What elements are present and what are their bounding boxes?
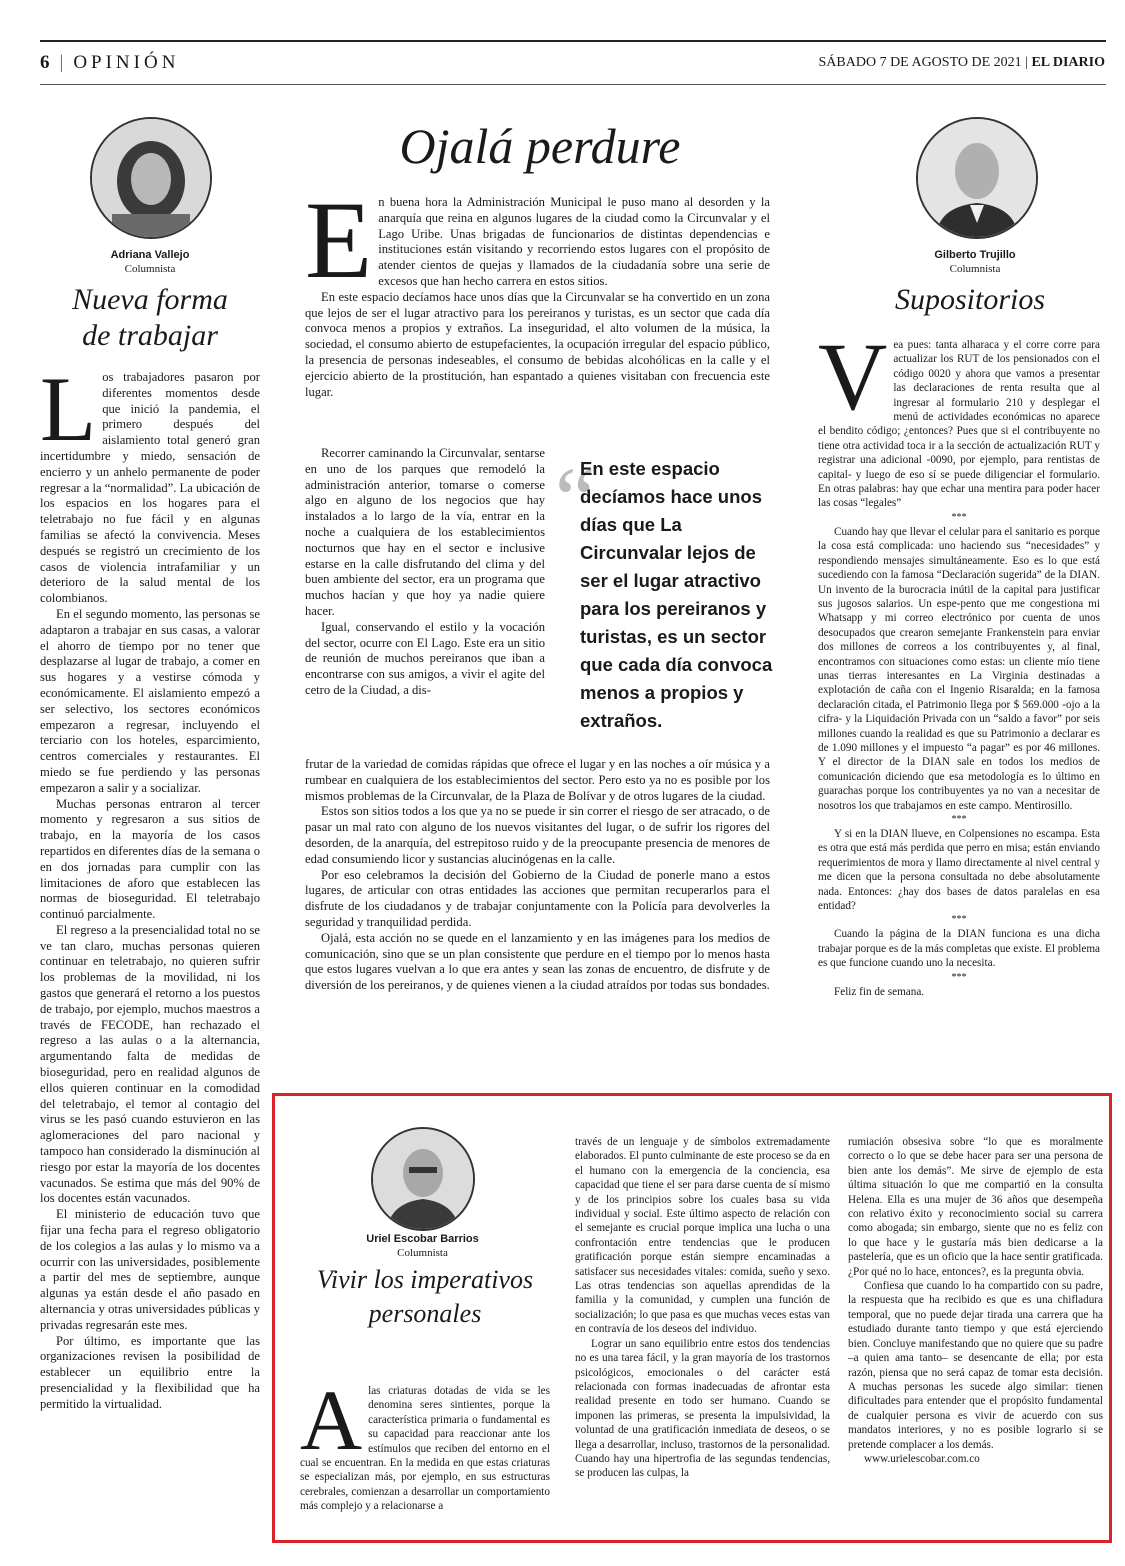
paragraph: Igual, conservando el estilo y la vocación del sector, ocurre con El Lago. Este era un sitio de reunión de muchos pereiranos que iban a encontrarse con sus amigos, a vivir el agite del cetro de la Ciudad, a dis-: [305, 619, 545, 697]
paragraph: Recorrer caminando la Circunvalar, sentarse en uno de los parques que remodeló la administración anterior, tomarse o comerse algo en alguno de los negocios que hay instalados a lo largo de la vía, entrar en la noche a cualquiera de los establecimientos nocturnos que hay en el sector e inclusive estarse en la calle disfrutando del clima y del buen ambiente del sector, era un programa que muchos hacían y que hoy ya nadie quiere hacer.: [305, 446, 545, 618]
paper-name: EL DIARIO: [1031, 55, 1105, 70]
paragraph: El ministerio de educación tuvo que fijar una fecha para el regreso obligatorio de los colegios a las aulas y lo mismo va a ocurrir con las universidades, posiblemente a partir del mes de septiembre, aunque algunas ya están desde el año pasado en alternancia y otras universidades públicas y privadas regresarán este mes.: [40, 1207, 260, 1332]
separator: ***: [951, 914, 967, 926]
pull-quote: En este espacio decíamos hace unos días que La Circunvalar lejos de ser el lugar atractivo para los pereiranos y turistas, es un sector que cada día convoca menos a propios y extraños.: [580, 458, 773, 731]
paragraph: n buena hora la Administración Municipal le puso mano al desorden y la anarquía que reina en algunos lugares de la ciudad como la Circunvalar y el Lago Uribe. Unas brigadas de funcionarios de distintas dependencias e instituciones están visitando y recorriendo estos lugares con el propósito de atender cientos de quejas y llamados de la ciudadanía sobre una serie de excesos que han hecho carrera en estos sitios.: [378, 195, 770, 288]
portrait-avatar-icon: [373, 1129, 473, 1229]
paragraph: En el segundo momento, las personas se adaptaron a trabajar en sus casas, a valorar el ahorro de tiempo por no tener que desplazarse al lugar de trabajo, a comer en sus hogares y a vestirse cómoda y económicamente. El aislamiento empezó a ser selectivo, los sectores económicos empezaron a regresar, incluyendo el terciario con los hoteles, esparcimiento, centros comerciales y restaurantes. El miedo se fue perdiendo y las personas empezaron a salir y a socializar.: [40, 606, 260, 795]
header-rule: [40, 84, 1106, 85]
paragraph: Lograr un sano equilibrio entre estos dos tendencias no es una tarea fácil, y la gran mayoría de los trastornos psicológicos, emocionales o del carácter está relacionada con formas inadecuadas de afrontar esta realidad presente en todo ser humano. Cuando se imponen las primeras, se presenta la impulsividad, la voluntad de una gratificación inmediata de deseos, o se llega a desarrollar, incluso, trastornos de la personalidad. Cuando hay una hipertrofia de las segundas tendencias, se producen las culpas, la: [575, 1337, 830, 1480]
separator: ***: [951, 971, 967, 983]
page-header: [40, 52, 179, 74]
article-body-bottom-col2: [575, 1135, 830, 1481]
author-role: Columnista: [949, 263, 1001, 275]
article-body-center-narrow: [305, 446, 545, 699]
paragraph: os trabajadores pasaron por diferentes momentos desde que inició la pandemia, el primero después del aislamiento total generó gran incertidumbre y miedo, sensación de encierro y un anhelo permanente de poder regresar a la “normalidad”. La ubicación de los espacios en los hogares para el teletrabajo no fue fácil y en algunas familias se afectó la convivencia. Meses después se registró un crecimiento de los casos de violencia intrafamiliar y un deterioro de la salud mental de los colombianos.: [40, 370, 260, 606]
quote-mark-icon: “: [555, 450, 595, 549]
paragraph: El regreso a la presencialidad total no se ve tan claro, muchas personas quieren continuar en teletrabajo, no quieren sufrir los problemas de la movilidad, ni los gastos que generará el retorno a los puestos de trabajo, por ejemplo, muchos maestros a través de FECODE, han rechazado el regreso a las aulas o a la alternancia, argumentando falta de medidas de bioseguridad, pero en realidad algunos de ellos quieren continuar en la comodidad del teletrabajo, el temor al contagio del virus se les pasó cuando estuvieron en las aglomeraciones del paro nacional y tampoco han considerado la disminución al riesgo por estar la mayoría de los docentes vacunados. Se estima que más del 90% de los docentes están vacunados.: [40, 922, 260, 1206]
title-line-1: Vivir los imperativos: [316, 1265, 534, 1294]
paragraph: Por último, es importante que las organizaciones revisen la posibilidad de establecer un equilibrio entre la presencialidad y la flexibilidad que ha permitido la virtualidad.: [40, 1333, 260, 1411]
column-title-left: [40, 282, 260, 354]
page-number: 6: [40, 52, 52, 73]
drop-cap: V: [818, 323, 888, 430]
paragraph: Cuando la página de la DIAN funciona es una dicha trabajar porque es de la más completas que existe. El problema es que funcione cuando uno la necesita.: [818, 928, 1100, 970]
paragraph: Muchas personas entraron al tercer momento y regresaron a sus sitios de trabajo, en la mayoría de los casos repartidos en diferentes días de la semana o en dos jornadas para cumplir con las limitaciones de aforo que establecen las normas de bioseguridad. El teletrabajo continuó parcialmente.: [40, 796, 260, 922]
author-name: Uriel Escobar Barrios: [366, 1233, 479, 1245]
separator: ***: [951, 511, 967, 523]
article-body-center: [305, 179, 770, 400]
paragraph: Cuando hay que llevar el celular para el sanitario es porque la cosa está complicada: uno haciendo sus “necesidades” y respondiendo mensajes simultáneamente. Eso es lo que está sucediendo con la famosa “Declaración sugerida” de la DIAN. Un invento de la burocracia inútil de la capital para justificar sus jugosos salarios. Un espe-pento que me congestiona mi Whatsapp y mi correo electrónico por cuenta de unos desocupados que crearon semejante Frankenstein para enviar dos millones de correos a los contribuyentes y, al final, encontramos con situaciones como estas: un cliente mío tiene unas tierras interesantes en La Virginia destinadas a explotación de caña con el Ingenio Risaralda; en la famosa declaración citada, el Patrimonio llega por $ 569.000 -ojo a la cifra- y la Liquidación Privada con un “saldo a favor” por seis millones cuando la realidad es que su Patrimonio a declarar es de 1.090 millones y el impuesto “a pagar” es por 46 millones. Y el director de la DIAN sale en todos los medios de comunicación diciendo que esa metodología es lo último en guarachas porque los contribuyentes ya no van a necesitar de nosotros los que trabajamos en este campo. Mentirosillo.: [818, 525, 1100, 812]
author-website: www.urielescobar.com.co: [864, 1452, 980, 1465]
paragraph: En este espacio decíamos hace unos días que la Circunvalar se ha convertido en un zona que lejos de ser el lugar atractivo para los pereiranos y turistas, es un sector que cada día convoca menos a propios y extraños. La inseguridad, el alto volumen de la música, la sociedad, el consumo abierto de estupefacientes, la ocupación irregular del espacio público, la presencia de personas indeseables, el consumo de bebidas alcohólicas en la calle y el ejercicio abierto de la prostitución, han espantado a quienes visitaban con frecuencia este lugar.: [305, 289, 770, 399]
date-text: SÁBADO 7 DE AGOSTO DE 2021: [818, 55, 1022, 70]
portrait-avatar-icon: [918, 119, 1036, 237]
drop-cap: E: [305, 179, 373, 301]
author-photo-uriel: [371, 1127, 475, 1231]
paragraph: las criaturas dotadas de vida se les denomina seres sintientes, porque la característica primaria o fundamental es su capacidad para reaccionar ante los estímulos que reciben del entorno en el cual se encuentran. En la medida en que estas criaturas se especializan más, por ejemplo, en sus estructuras cerebrales, comienzan a desarrollar un comportamiento más complejo y a relacionarse a: [300, 1385, 550, 1513]
paragraph: través de un lenguaje y de símbolos extremadamente elaborados. El punto culminante de este proceso se da en el humano con la emergencia de la conciencia, esa capacidad que tiene el ser para darse cuenta de sí mismo y de los principios sobre los cuales basa su vida individual y social. Este último aspecto de relación con el semejante es crucial porque implica una lucha o una confrontación entre tendencias que le producen gratificación porque están siempre encaminadas a satisfacer sus necesidades vitales: comida, sueño y sexo. Las otras tendencias son aquellas aprendidas de la familia y la comunidad, y cumplen una función de socialización; lo que pasa es que muchas veces estas van en contravía de los deseos del individuo.: [575, 1136, 830, 1336]
paragraph: ea pues: tanta alharaca y el corre corre para actualizar los RUT de los pensionados con el código 0020 y ahora que vamos a presentar las declaraciones de renta resulta que al ingresar al formulario 210 y desplegar el menú de actividades económicas no aparece el bendito código; ¿entonces? Pues que si el contribuyente no tiene otra actividad toca ir a la sección de actualización RUT y registrar una adicional -0090, por ejemplo, para rentistas de capital- y luego de eso sí se puede diligenciar el formulario. En otras palabras: hay que echar una mentira para poder hacer las cosas “legales”: [818, 339, 1100, 510]
author-byline-left: [60, 248, 240, 276]
author-role: Columnista: [397, 1247, 448, 1259]
author-byline-bottom: [345, 1232, 500, 1260]
title-line-1: Nueva forma: [72, 283, 228, 316]
drop-cap: L: [40, 358, 97, 460]
paragraph: Estos son sitios todos a los que ya no se puede ir sin correr el riesgo de ser atracado, o de pasar un mal rato con alguno de los nuevos visitantes del lugar, o de sufrir los rigores del desorden, de la anarquía, del estrepitoso ruido y de la preocupante presencia de menores de edad consumiendo licor y sustancias alucinógenas en la calle.: [305, 804, 770, 866]
author-name: Gilberto Trujillo: [934, 249, 1016, 261]
author-name: Adriana Vallejo: [110, 249, 190, 261]
article-body-center-lower: [305, 757, 770, 994]
article-body-bottom-col3: [848, 1135, 1103, 1466]
paragraph: rumiación obsesiva sobre “lo que es moralmente correcto o lo que se debe hacer para ser una persona de bien ante los demás”. Me sirve de ejemplo de esta última situación lo que me compartió en la consulta Helena. Ella es una mujer de 36 años que desempeña con relativo éxito y reconocimiento social su carrera como abogada; sin embargo, siente que no es feliz con lo que hace y le gustaría más bien dedicarse a la pastelería, que es un oficio que la hace sentir gratificada. ¿Por qué no lo hace, entonces?, es la pregunta obvia.: [848, 1136, 1103, 1278]
main-headline: Ojalá perdure: [399, 118, 681, 174]
title-line-2: de trabajar: [82, 319, 218, 352]
author-role: Columnista: [124, 263, 176, 275]
author-photo-gilberto: [916, 117, 1038, 239]
section-name: OPINIÓN: [73, 52, 180, 73]
article-body-left: [40, 358, 260, 1413]
paragraph: Ojalá, esta acción no se quede en el lanzamiento y en las imágenes para los medios de comunicación, sino que se un plan consistente que perdure en el tiempo por lo menos hasta que estos lugares vuelvan a lo que era antes y sean las zonas de encuentro, de disfrute y de diversión de los pereiranos, y de quienes vienen a la ciudad atraídos por todas sus bondades.: [305, 930, 770, 993]
title-line-2: personales: [368, 1299, 482, 1328]
column-title-bottom: [290, 1263, 560, 1331]
separator: ***: [951, 814, 967, 825]
portrait-avatar-icon: [92, 119, 210, 237]
article-body-bottom-col1: [300, 1372, 550, 1514]
article-body-right: [818, 323, 1100, 999]
paragraph: Feliz fin de semana.: [834, 985, 925, 998]
paragraph: Confiesa que cuando lo ha compartido con su padre, la respuesta que ha recibido es que es una chifladura temporal, que no puede dejar tirada una carrera que ha estudiado durante tanto tiempo y que está ejerciendo bien. Concluye manifestando que no quiere que su padre –a quien ama tanto– se desencante de ella; por esta razón, piensa que no será capaz de tomar esta decisión. A muchas personas les sucede algo similar: tienen dificultades para entender que el propósito fundamental de cualquier persona es vivir de acuerdo con sus mandatos interiores, y no es posible lograrlo si se pretende complacer a los demás.: [848, 1280, 1103, 1451]
paragraph: Y si en la DIAN llueve, en Colpensiones no escampa. Esta es otra que está más perdida que perro en misa; están enviando requerimientos de mora y llamo directamente al nivel central y me dicen que la persona consultada no debe absolutamente nada. Entonces: ¿hay dos bases de datos paralelas en esa entidad?: [818, 828, 1100, 913]
top-rule: [40, 40, 1106, 42]
drop-cap: A: [300, 1372, 363, 1468]
header-separator: |: [59, 52, 66, 73]
author-byline-right: [885, 248, 1065, 276]
paragraph: frutar de la variedad de comidas rápidas que ofrece el lugar y en las noches a oír música y a rumbear en cualquiera de los establecimientos del sector. Pero esto ya no es posible por los mismos problemas de la Circunvalar, de la Plaza de Bolívar y de otros lugares de la ciudad.: [305, 757, 770, 803]
issue-date: SÁBADO 7 DE AGOSTO DE 2021 | EL DIARIO: [818, 55, 1105, 70]
column-title-right: Supositorios: [894, 283, 1046, 316]
author-photo-adriana: [90, 117, 212, 239]
paragraph: Por eso celebramos la decisión del Gobierno de la Ciudad de ponerle mano a estos lugares, de articular con otras entidades las acciones que permitan recuperarlos para el disfrute de los ciudadanos y de trabajar conjuntamente con la Policía para devolverles la seguridad y tranquilidad perdida.: [305, 867, 770, 929]
